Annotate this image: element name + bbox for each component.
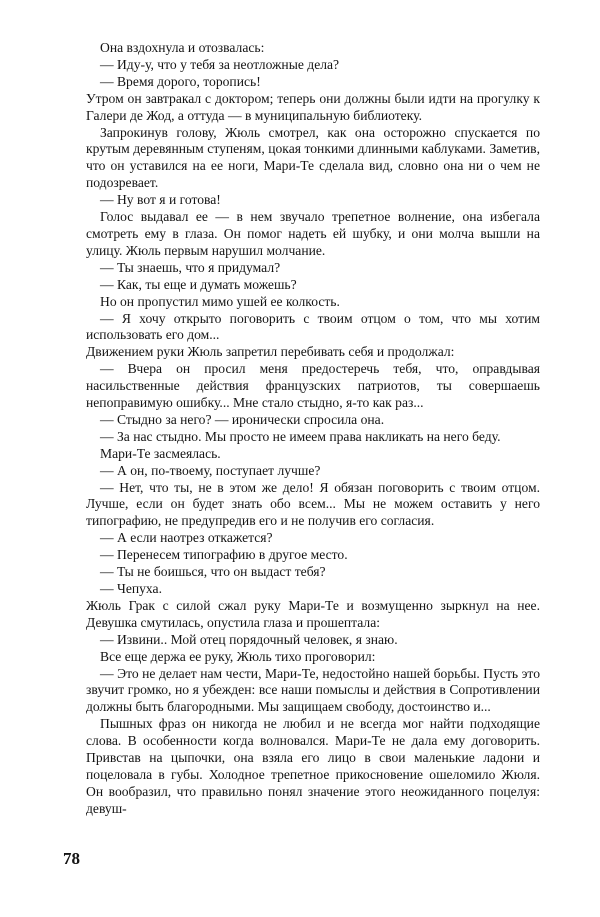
paragraph: — Стыдно за него? — иронически спросила она.: [100, 411, 385, 427]
paragraph: — Как, ты еще и думать можешь?: [100, 276, 297, 292]
paragraph: Жюль Грак с силой сжал руку Мари-Те и возмущенно зыркнул на нее. Девушка смутилась, опустила глаза и прошептала:: [86, 597, 540, 630]
paragraph: Движением руки Жюль запретил перебивать себя и продолжал:: [86, 344, 455, 360]
paragraph: Голос выдавал ее — в нем звучало трепетное волнение, она избегала смотреть ему в глаза. Он помог надеть ей шубку, и они молча вышли на улицу. Жюль первым нарушил молчание.: [86, 209, 540, 258]
paragraph: — За нас стыдно. Мы просто не имеем права накликать на него беду.: [100, 428, 501, 444]
paragraph: — Это не делает нам чести, Мари-Те, недостойно нашей борьбы. Пусть это звучит громко, но я убежден: все наши помыслы и действия в Сопротивлении должны быть благородными. Мы защищаем свободу, достоинство и...: [86, 665, 540, 715]
paragraph: — Ну вот я и готова!: [100, 192, 221, 208]
book-page-text: [86, 40, 540, 818]
paragraph: — А он, по-твоему, поступает лучше?: [100, 462, 321, 478]
paragraph: — Чепуха.: [100, 581, 162, 596]
paragraph: — Ты не боишься, что он выдаст тебя?: [100, 564, 326, 580]
page-number: 78: [63, 849, 80, 868]
paragraph: — Иду-у, что у тебя за неотложные дела?: [100, 56, 340, 72]
paragraph: — Извини.. Мой отец порядочный человек, я знаю.: [100, 631, 398, 647]
paragraph: Но он пропустил мимо ушей ее колкость.: [100, 293, 340, 309]
paragraph: Все еще держа ее руку, Жюль тихо проговорил:: [100, 648, 376, 664]
paragraph: Утром он завтракал с доктором; теперь они должны были идти на прогулку к Галери де Жод, а оттуда — в муниципальную библиотеку.: [86, 90, 540, 123]
paragraph: Запрокинув голову, Жюль смотрел, как она осторожно спускается по крутым деревянным ступеням, цокая тонкими длинными каблуками. Заметив, что он уставился на ее ноги, Мари-Те сделала вид, словно она ни о чем не подозревает.: [86, 124, 540, 191]
paragraph: Она вздохнула и отозвалась:: [100, 40, 265, 55]
paragraph: Мари-Те засмеялась.: [100, 445, 221, 461]
paragraph: Пышных фраз он никогда не любил и не всегда мог найти подходящие слова. В особенности когда волновался. Мари-Те не дала ему договорить. Привстав на цыпочки, она взяла его лицо в свои маленькие ладони и поцеловала в губы. Холодное трепетное прикосновение ошеломило Жюля. Он вообразил, что правильно понял значение этого неожиданного поцелуя: девуш-: [86, 716, 540, 816]
paragraph: — Ты знаешь, что я придумал?: [100, 259, 281, 275]
paragraph: — Перенесем типографию в другое место.: [100, 547, 348, 563]
paragraph: — Вчера он просил меня предостеречь тебя, что, оправдывая насильственные действия французских патриотов, ты совершаешь непоправимую ошибку... Мне стало стыдно, я-то как раз...: [86, 361, 540, 411]
paragraph: — А если наотрез откажется?: [100, 530, 273, 546]
paragraph: — Я хочу открыто поговорить с твоим отцом о том, что мы хотим использовать его дом...: [86, 310, 540, 343]
paragraph: — Нет, что ты, не в этом же дело! Я обязан поговорить с твоим отцом. Лучше, если он будет знать обо всем... Мы не можем оставить у него типографию, не предупредив его и не получив его согласия.: [86, 479, 540, 529]
paragraph: — Время дорого, торопись!: [100, 73, 261, 89]
